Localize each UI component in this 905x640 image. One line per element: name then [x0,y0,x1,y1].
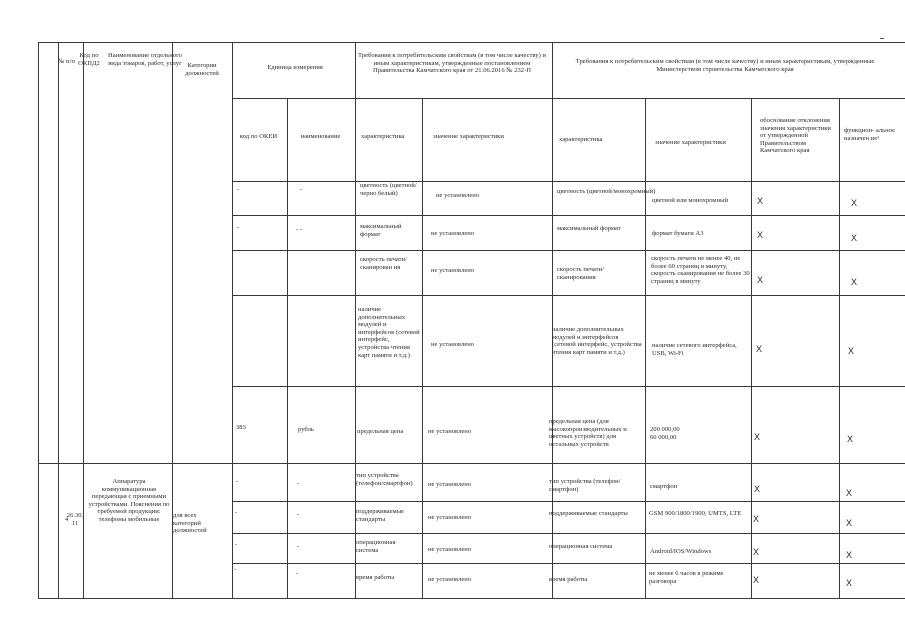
header-unit: Единица измерения [267,64,323,71]
item4-num: 4 [64,516,69,523]
header-category: Категории должностей [185,62,219,77]
cell-j: X [754,484,761,494]
cell-char2: максимальный формат [557,225,621,232]
header-okpd: Код по ОКПД2 [78,52,100,67]
cell-value: не установлено [428,576,472,583]
cell-unit: - [297,511,300,518]
cell-value2: формат бумаги А3 [652,230,704,237]
header-okei: код по ОКЕИ [239,133,278,140]
cell-value: не установлено [431,230,475,237]
cell-f: X [847,434,854,444]
cell-value: не установлено [436,192,480,199]
cell-unit: рубль [298,426,314,433]
cell-f: X [848,346,855,356]
header-char2: характеристика [559,136,603,143]
cell-value2: Android/IOS/Windows [650,548,712,555]
cell-okei: 383 [236,424,246,431]
item4-category: для всех категорий должностей [173,512,207,535]
cell-okei: - [237,186,240,193]
cell-char: цветность (цветной/черно белый) [360,182,417,197]
cell-value: не установлено [431,341,475,348]
cell-j: X [757,196,764,206]
cell-char2: тип устройства (телефон/смартфон) [549,478,621,493]
cell-char2: наличие дополнительных модулей и интерфейсов (сетевой интерфейс, устройства чтения карт памяти и т.д.) [552,326,642,356]
header-name: Наименование отдельного вида товаров, работ, услуг [108,52,182,67]
cell-value2: GSM 900/1800/1900, UMTS, LTE [649,510,742,517]
cell-f: X [851,233,858,243]
cell-f: X [851,198,858,208]
header-unit-name: наименование [300,133,341,140]
cell-value: не установлено [428,546,472,553]
header-value2: значение характеристики [655,139,726,146]
cell-okei: - [234,566,237,573]
cell-char: операционная система [356,539,396,554]
cell-f: X [846,518,853,528]
cell-char: предельная цена [357,428,404,435]
cell-f: X [846,578,853,588]
cell-value: не установлено [428,481,472,488]
cell-char: максимальный формат [360,223,402,238]
cell-unit: - [297,543,300,550]
cell-char: поддерживаемые стандарты [356,508,405,523]
cell-char: скорость печати/сканирован ия [360,256,407,271]
cell-unit: - [300,186,303,193]
cell-char2: время работы [549,576,588,583]
header-char: характеристика [361,133,405,140]
cell-value: не установлено [428,428,472,435]
cell-value2: цветной или монохромный [652,197,728,204]
header-func: функцион- альное назначен ие¹ [844,127,895,142]
item4-name: Аппаратура коммуникационная передающая с приемными устройствами. Пояснения по требуемой продукции: телефоны мобильные [88,478,170,523]
cell-char: наличие дополнительных модулей и интерфейсов (сетевой интерфейс, устройства чтения карт памяти и т.д.) [358,306,420,359]
cell-value2: наличие сетевого интерфейса, USB, Wi-Fi [652,342,737,357]
header-req-min: Требования к потребительским свойствам (в том числе качеству) и иным характеристикам, утвержденные Министерством строительства Камчатского края [575,58,875,73]
cell-okei: - [236,478,239,485]
cell-j: X [757,275,764,285]
cell-j: X [753,514,760,524]
scan-speck [880,38,884,39]
cell-value2: смартфон [650,483,678,490]
cell-value2: скорость печати не менее 40, не более 60 страниц в минуту, скорость сканирования не более 30 страниц в минуту [651,255,750,285]
cell-value2: 200 000,00 60 000,00 [650,426,680,441]
cell-value: не установлено [431,267,475,274]
cell-okei: - [235,541,238,548]
cell-char: тип устройства (телефон/смартфон) [356,472,413,487]
cell-char2: скорость печати/сканирования [557,266,604,281]
cell-value: не установлено [428,514,472,521]
cell-unit: - [296,570,299,577]
cell-j: X [757,230,764,240]
header-value: значение характеристики [433,133,504,140]
cell-j: X [756,344,763,354]
cell-j: X [754,432,761,442]
cell-okei: - [235,509,238,516]
header-req-gov: Требования к потребительским свойствам (в том числе качеству) и иным характеристикам, утвержденные постановлением Правительства Камчатского края от 21.06.2016 № 232-П [358,52,546,75]
item4-okpd: 26.30. 11 [66,512,84,527]
cell-char2: операционная система [549,543,613,550]
cell-char2: поддерживаемые стандарты [549,510,628,517]
cell-f: X [846,550,853,560]
cell-f: X [851,277,858,287]
header-justification: обоснование отклонения значения характеристики от утвержденной Правительством Камчатского края [760,117,831,155]
cell-char: время работы [356,574,395,581]
cell-j: X [753,575,760,585]
cell-j: X [753,547,760,557]
cell-value2: не менее 6 часов в режиме разговора [649,570,724,585]
cell-unit: - [297,480,300,487]
cell-okei: - [237,224,240,231]
cell-char2: предельная цена (для высокопроизводительных и цветных устройств) для остальных устройств [549,418,627,448]
cell-char2: цветность (цветной/монохромный) [557,188,656,195]
header-num: № п/п [58,58,75,65]
cell-unit: - - [296,226,303,233]
cell-f: X [846,488,853,498]
